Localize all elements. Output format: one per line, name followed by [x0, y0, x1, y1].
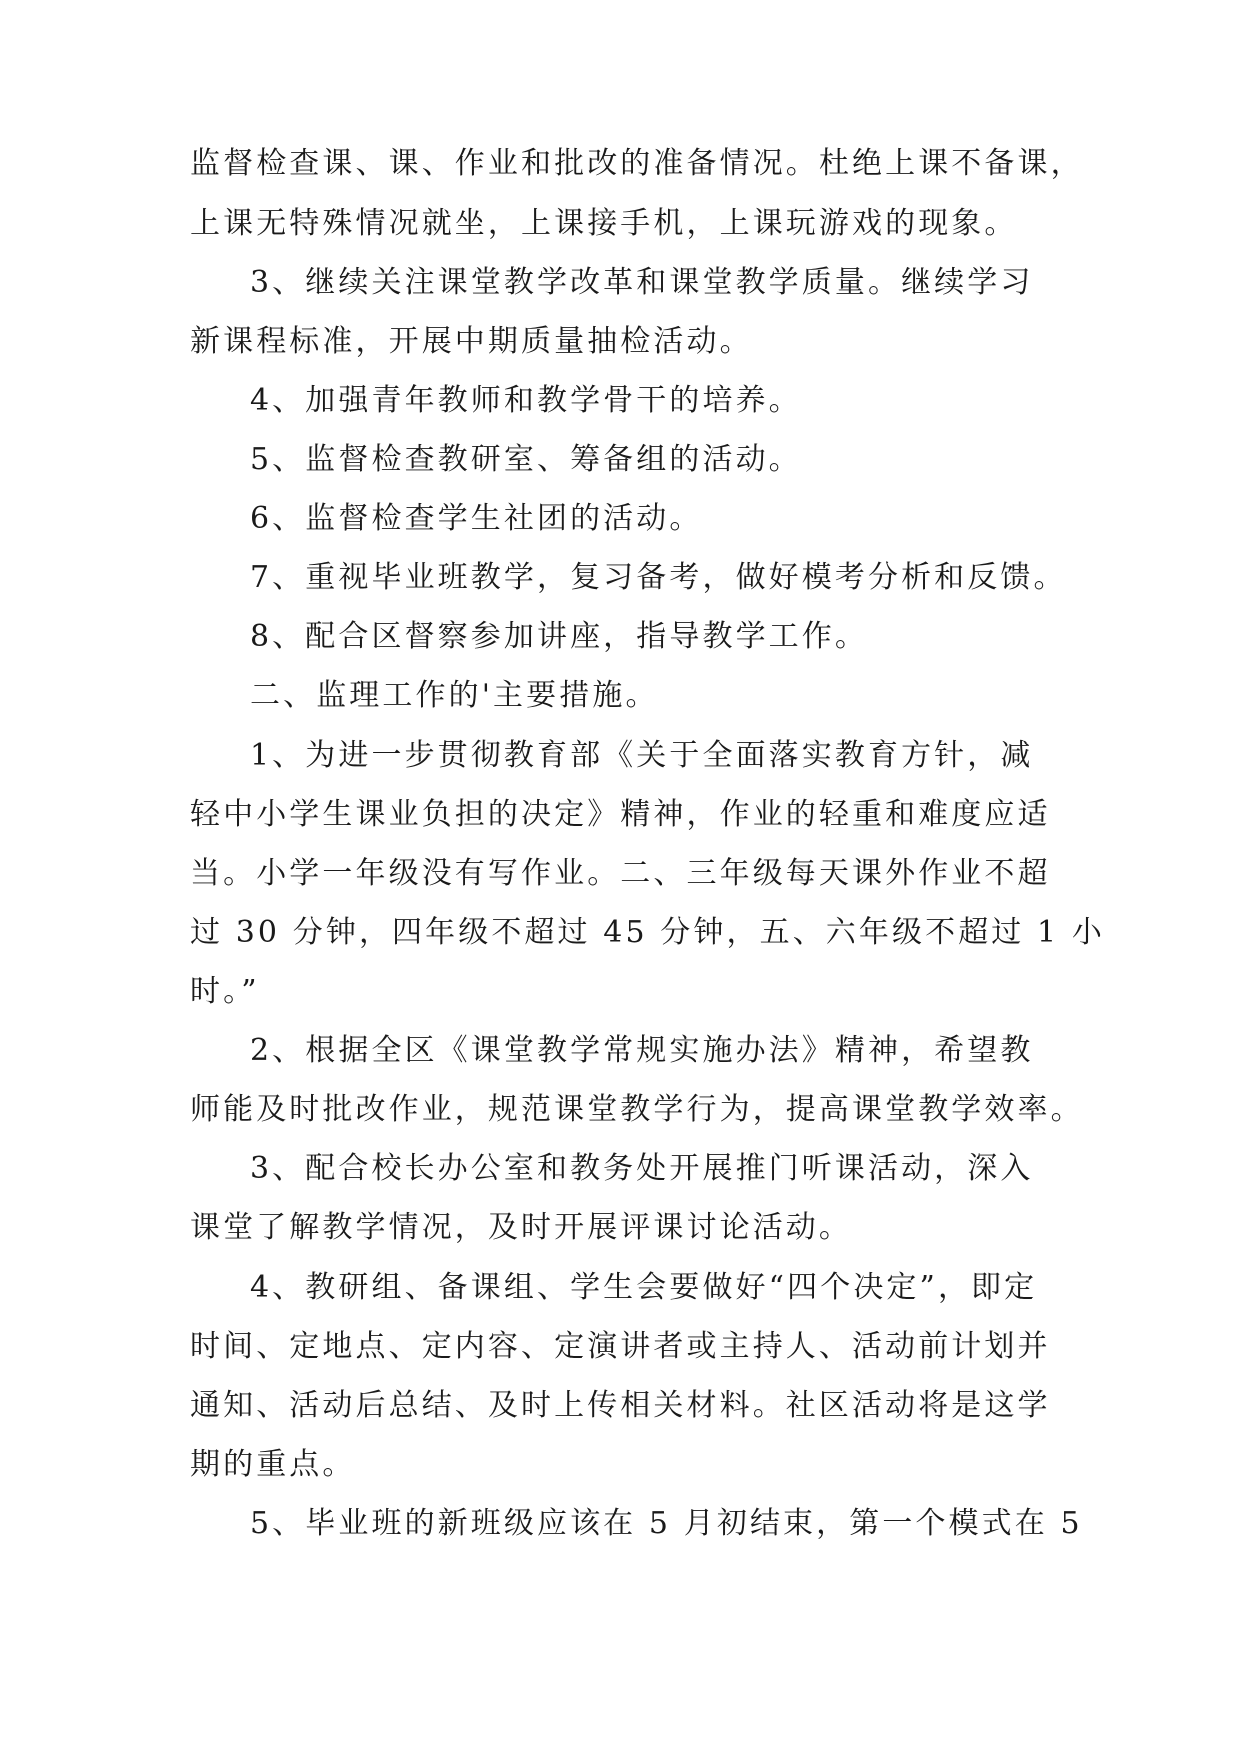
text-line: 新课程标准，开展中期质量抽检活动。	[190, 324, 753, 359]
text-line: 3、配合校长办公室和教务处开展推门听课活动，深入	[250, 1151, 1034, 1186]
text-line: 2、根据全区《课堂教学常规实施办法》精神，希望教	[250, 1033, 1034, 1068]
text-line: 4、加强青年教师和教学骨干的培养。	[250, 383, 802, 418]
text-line: 轻中小学生课业负担的决定》精神，作业的轻重和难度应适	[190, 797, 1051, 832]
text-line: 当。小学一年级没有写作业。二、三年级每天课外作业不超	[190, 856, 1051, 891]
text-line: 师能及时批改作业，规范课堂教学行为，提高课堂教学效率。	[190, 1092, 1084, 1127]
text-line: 监督检查课、课、作业和批改的准备情况。杜绝上课不备课，	[190, 146, 1084, 181]
text-line: 8、配合区督察参加讲座，指导教学工作。	[250, 619, 868, 654]
text-line: 4、教研组、备课组、学生会要做好“四个决定”，即定	[250, 1270, 1038, 1305]
text-line: 5、毕业班的新班级应该在 5 月初结束，第一个模式在 5	[250, 1506, 1083, 1541]
text-line: 时。”	[190, 974, 260, 1009]
text-line: 6、监督检查学生社团的活动。	[250, 501, 703, 536]
text-line: 课堂了解教学情况，及时开展评课讨论活动。	[190, 1210, 852, 1245]
text-line: 时间、定地点、定内容、定演讲者或主持人、活动前计划并	[190, 1329, 1051, 1364]
text-line: 7、重视毕业班教学，复习备考，做好模考分析和反馈。	[250, 560, 1067, 595]
text-line: 上课无特殊情况就坐，上课接手机，上课玩游戏的现象。	[190, 206, 1018, 241]
text-line: 1、为进一步贯彻教育部《关于全面落实教育方针，减	[250, 738, 1034, 773]
text-line: 5、监督检查教研室、筹备组的活动。	[250, 442, 802, 477]
text-line: 期的重点。	[190, 1447, 356, 1482]
text-line: 通知、活动后总结、及时上传相关材料。社区活动将是这学	[190, 1388, 1051, 1423]
text-line: 3、继续关注课堂教学改革和课堂教学质量。继续学习	[250, 265, 1034, 300]
text-line: 过 30 分钟，四年级不超过 45 分钟，五、六年级不超过 1 小	[190, 915, 1105, 950]
section-heading: 二、监理工作的'主要措施。	[250, 678, 659, 713]
